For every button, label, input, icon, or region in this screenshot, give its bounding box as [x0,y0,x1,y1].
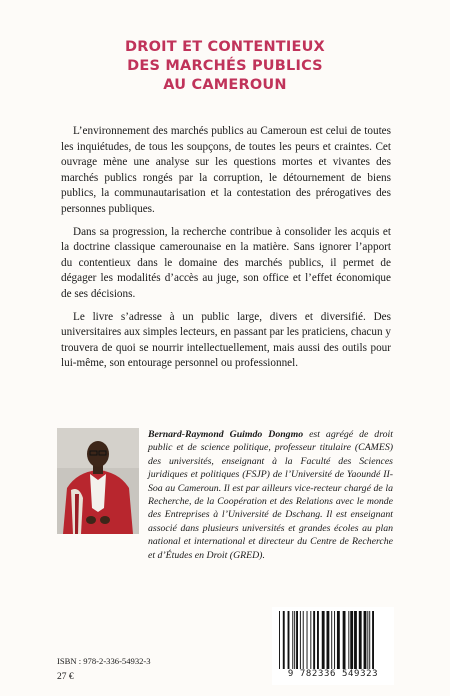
barcode-bars [277,611,391,669]
title-line-2: DES MARCHÉS PUBLICS [127,58,323,74]
price-label: 27 € [57,672,74,682]
barcode-bar [307,611,308,669]
barcode-bar [364,611,367,669]
barcode-bar [317,611,319,669]
barcode-bar [303,611,304,669]
barcode [272,607,394,685]
barcode-bar [350,611,353,669]
barcode-bar [334,611,335,669]
barcode-bar [359,611,362,669]
title-line-1: DROIT ET CONTENTIEUX [125,39,325,55]
barcode-bar [372,611,374,669]
author-bio-text: est agrégé de droit public et de science politique, professeur titulaire (CAMES) des universités, enseignant à la Faculté des Sciences juridiques et politiques (FSJP) de l’Université de Yaoundé II-Soa au Cameroun. Il est par ailleurs vice-recteur chargé de la Recherche, de la Coopération et des Relations avec le monde des Entreprises à l’Université de Dschang. Il est enseignant associé dans plusieurs universités et grandes écoles au plan national et international et directeur du Centre de Recherche et d’Études en Droit (GRED). [148,429,393,561]
author-bio [148,428,393,562]
barcode-bar [283,611,285,669]
barcode-bar [279,611,280,669]
barcode-bar [348,611,349,669]
barcode-bar [288,611,290,669]
barcode-bar [300,611,301,669]
book-title [0,38,450,95]
blurb-paragraph-2: Dans sa progression, la recherche contribue à consolider les acquis et la doctrine classique camerounaise en la matière. Sans ignorer l’apport du contentieux dans le domaine des marchés publics, il permet de dégager les modalités d’accès au juge, son office et l’effet économique de ses décisions. [61,225,391,300]
barcode-bar [292,611,293,669]
barcode-bar [331,611,332,669]
barcode-bar [327,611,330,669]
blurb-paragraph-3: Le livre s’adresse à un public large, divers et diversifié. Des universitaires aux simples lecteurs, en passant par les praticiens, chacun y trouvera de quoi se nourrir intellectuellement, mais aussi des outils pour lui-même, son entourage personnel ou professionnel. [61,310,391,370]
author-photo [57,428,139,534]
barcode-bar [294,611,295,669]
barcode-bar [337,611,340,669]
barcode-bar [296,611,298,669]
barcode-bar [313,611,315,669]
blurb-paragraph-1: L’environnement des marchés publics au Cameroun est celui de toutes les inquiétudes, de tous les soupçons, de toutes les peurs et craintes. Cet ouvrage mène une analyse sur les questions mortes et vivantes des marchés publics rongés par la corruption, le détournement de biens publics, la communautarisation et la contestation des prérogatives des personnes publiques. [61,125,391,215]
author-name: Bernard-Raymond Guimdo Dongmo [148,429,304,440]
barcode-bar [367,611,368,669]
barcode-digits: 9 782336 549323 [287,669,379,679]
author-portrait-image [57,428,139,534]
barcode-bar [343,611,346,669]
blurb-text [61,124,391,379]
barcode-bar [354,611,357,669]
title-line-3: AU CAMEROUN [163,77,287,93]
barcode-bar [310,611,311,669]
barcode-bar [369,611,370,669]
barcode-bar [322,611,325,669]
isbn-label: ISBN : 978-2-336-54932-3 [57,656,151,666]
